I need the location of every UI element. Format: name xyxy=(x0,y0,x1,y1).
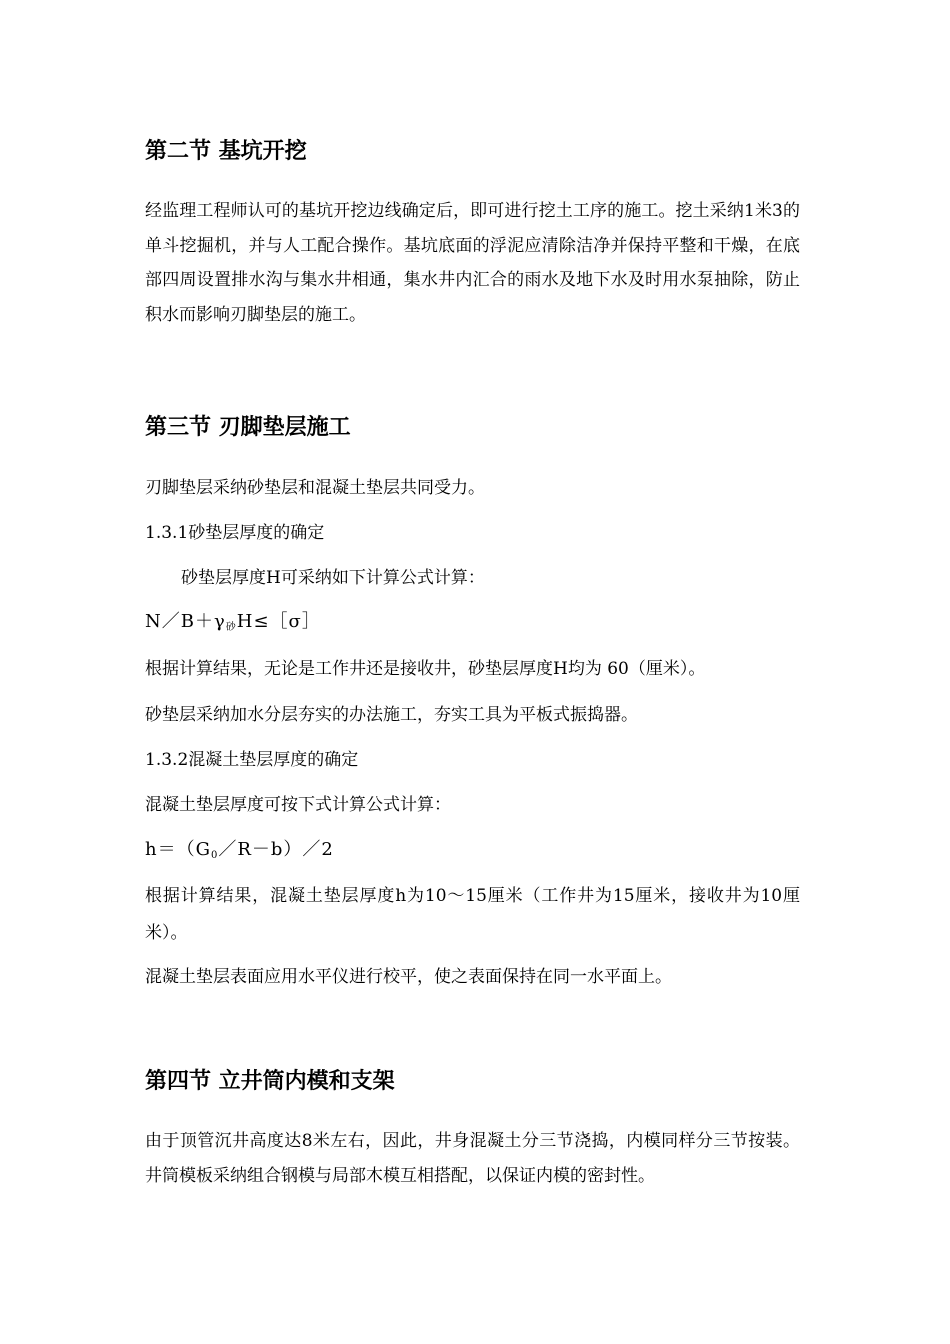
sand-cushion-method: 砂垫层采纳加水分层夯实的办法施工，夯实工具为平板式振捣器。 xyxy=(145,705,638,725)
sand-cushion-result: 根据计算结果，无论是工作井还是接收井，砂垫层厚度H均为 60（厘米）。 xyxy=(145,659,706,679)
concrete-cushion-formula: $h=(G_0/R-b)/2$ xyxy=(145,839,334,861)
concrete-leveling-note: 混凝土垫层表面应用水平仪进行校平，使之表面保持在同一水平面上。 xyxy=(145,967,672,987)
concrete-cushion-desc: 混凝土垫层厚度可按下式计算公式计算： xyxy=(145,795,451,815)
formula-subscript: 砂 xyxy=(225,622,237,633)
subsection-1-3-2-title: 1.3.2混凝土垫层厚度的确定 xyxy=(145,750,359,770)
sand-cushion-formula: $N/B+\gamma_砂H\le[\sigma]$ xyxy=(145,611,321,633)
subsection-1-3-1-title: 1.3.1砂垫层厚度的确定 xyxy=(145,523,325,543)
section-heading-4: 第四节 立井筒内模和支架 xyxy=(145,1069,395,1094)
cushion-intro: 刃脚垫层采纳砂垫层和混凝土垫层共同受力。 xyxy=(145,478,485,498)
formula-subscript: 0 xyxy=(210,850,219,861)
sand-cushion-desc: 砂垫层厚度H可采纳如下计算公式计算： xyxy=(181,568,485,588)
section-heading-2: 第二节 基坑开挖 xyxy=(145,139,307,164)
inner-formwork-paragraph: 由于顶管沉井高度达8米左右，因此，井身混凝土分三节浇捣，内模同样分三节按装。井筒模板采纳组合钢模与局部木模互相搭配，以保证内模的密封性。 xyxy=(145,1131,800,1186)
section-heading-3: 第三节 刃脚垫层施工 xyxy=(145,415,351,440)
concrete-cushion-result: 根据计算结果，混凝土垫层厚度h为10～15厘米（工作井为15厘米，接收井为10厘米）。 xyxy=(145,886,800,943)
excavation-paragraph: 经监理工程师认可的基坑开挖边线确定后，即可进行挖土工序的施工。挖土采纳1米3的单斗挖掘机，并与人工配合操作。基坑底面的浮泥应清除洁净并保持平整和干燥，在底部四周设置排水沟与集水井相通，集水井内汇合的雨水及地下水及时用水泵抽除，防止积水而影响刃脚垫层的施工。 xyxy=(145,201,800,325)
